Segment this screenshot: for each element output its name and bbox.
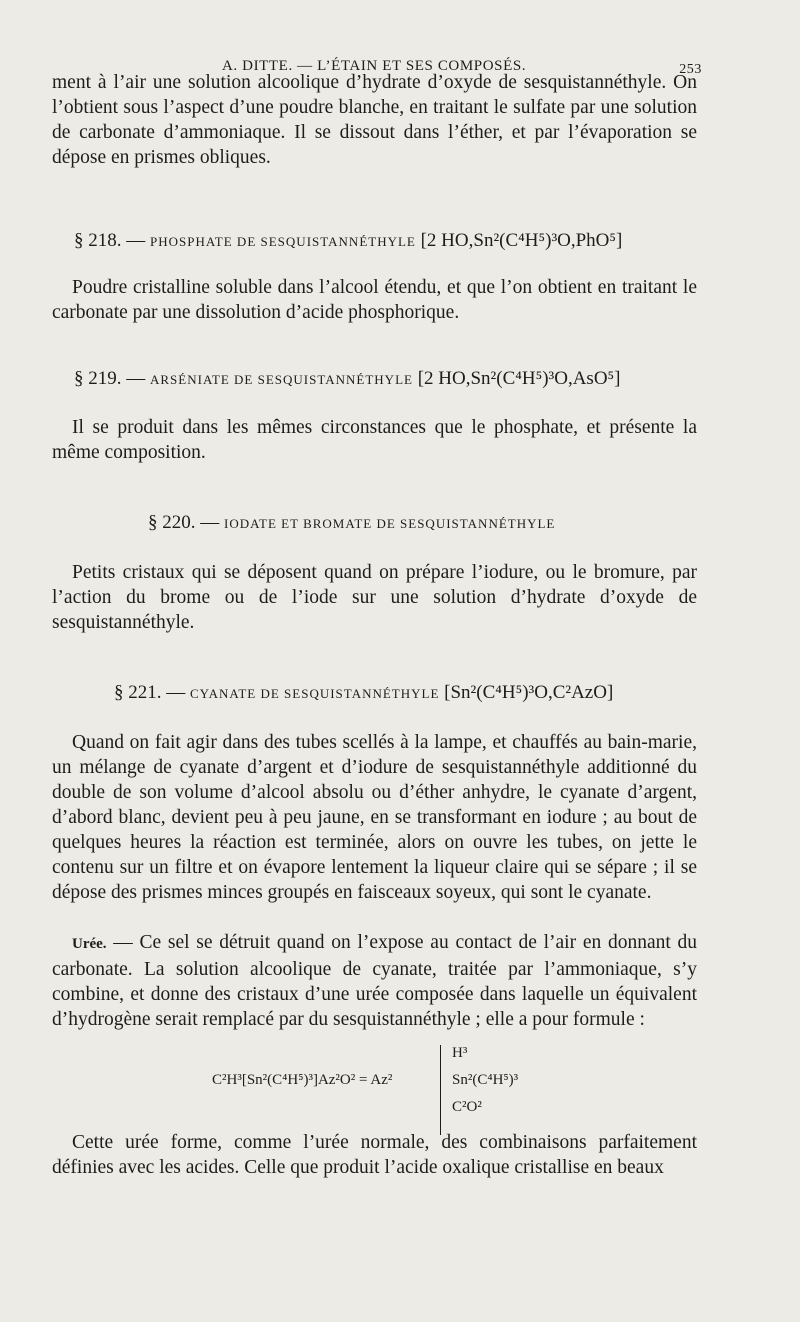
section-218-body: Poudre cristalline soluble dans l’alcool étendu, et que l’on obtient en traitant le carbonate par une dissolution d’acide phosphorique. [52, 277, 697, 323]
section-219-heading [52, 368, 697, 390]
section-219-number: § 219. — [74, 368, 146, 389]
section-221-body: Quand on fait agir dans des tubes scellés à la lampe, et chauffés au bain-marie, un mélange de cyanate d’argent et d’iodure de sesquistannéthyle additionné du double de son volume d’alcool absolu ou d’éther anhydre, le cyanate d’argent, d’abord blanc, devient peu à peu jaune, en se transformant en iodure ; au bout de quelques heures la réaction est terminée, alors on ouvre les tubes, on jette le contenu sur un filtre et on évapore lentement la liqueur claire qui se sépare ; il se dépose des prismes minces groupés en faisceaux soyeux, qui sont le cyanate. [52, 732, 697, 903]
section-219-body: Il se produit dans les mêmes circonstances que le phosphate, et présente la même composition. [52, 417, 697, 463]
uree-formula [0, 1040, 800, 1140]
intro-paragraph: ment à l’air une solution alcoolique d’hydrate d’oxyde de sesquistannéthyle. On l’obtient sous l’aspect d’une poudre blanche, en traitant le sulfate par une solution de carbonate d’ammoniaque. Il se dissout dans l’éther, et par l’évaporation se dépose en prismes obliques. [52, 72, 697, 168]
section-220-title: IODATE ET BROMATE DE SESQUISTANNÉTHYLE [224, 516, 556, 531]
section-220-body: Petits cristaux qui se déposent quand on prépare l’iodure, ou le bromure, par l’action du brome ou de l’iode sur une solution d’hydrate d’oxyde de sesquistannéthyle. [52, 562, 697, 633]
uree-body: — Ce sel se détruit quand on l’expose au contact de l’air en donnant du carbonate. La solution alcoolique de cyanate, traitée par l’ammoniaque, s’y combine, et donne des cristaux d’une urée composée dans laquelle un équivalent d’hydrogène serait remplacé par du sesquistannéthyle ; elle a pour formule : [52, 932, 697, 1030]
section-218-number: § 218. — [74, 230, 146, 251]
uree-label: Urée. [72, 936, 107, 952]
formula-brace [440, 1045, 441, 1135]
section-221-heading [52, 682, 697, 704]
section-220-number: § 220. — [148, 512, 220, 533]
formula-left: C²H³[Sn²(C⁴H⁵)³]Az²O² = Az² [212, 1072, 393, 1088]
section-219-title: ARSÉNIATE DE SESQUISTANNÉTHYLE [150, 372, 413, 387]
closing-paragraph: Cette urée forme, comme l’urée normale, des combinaisons parfaitement définies avec les acides. Celle que produit l’acide oxalique cristallise en beaux [52, 1132, 697, 1178]
uree-paragraph [52, 930, 697, 1032]
formula-right-line-2: Sn²(C⁴H⁵)³ [452, 1072, 519, 1088]
section-221-number: § 221. — [114, 682, 186, 703]
formula-right-line-1: H³ [452, 1045, 468, 1061]
section-220-heading [52, 512, 697, 534]
formula-right [452, 1040, 518, 1121]
section-218-title: PHOSPHATE DE SESQUISTANNÉTHYLE [150, 234, 416, 249]
section-219-formula: [2 HO,Sn²(C⁴H⁵)³O,AsO⁵] [417, 368, 621, 389]
page-number: 253 [679, 62, 702, 77]
formula-right-line-3: C²O² [452, 1099, 482, 1115]
section-218-formula: [2 HO,Sn²(C⁴H⁵)³O,PhO⁵] [420, 230, 623, 251]
section-221-title: CYANATE DE SESQUISTANNÉTHYLE [190, 686, 440, 701]
running-title: A. DITTE. — L’ÉTAIN ET SES COMPOSÉS. [222, 58, 527, 74]
section-221-formula: [Sn²(C⁴H⁵)³O,C²AzO] [444, 682, 614, 703]
section-218-heading [52, 230, 697, 252]
